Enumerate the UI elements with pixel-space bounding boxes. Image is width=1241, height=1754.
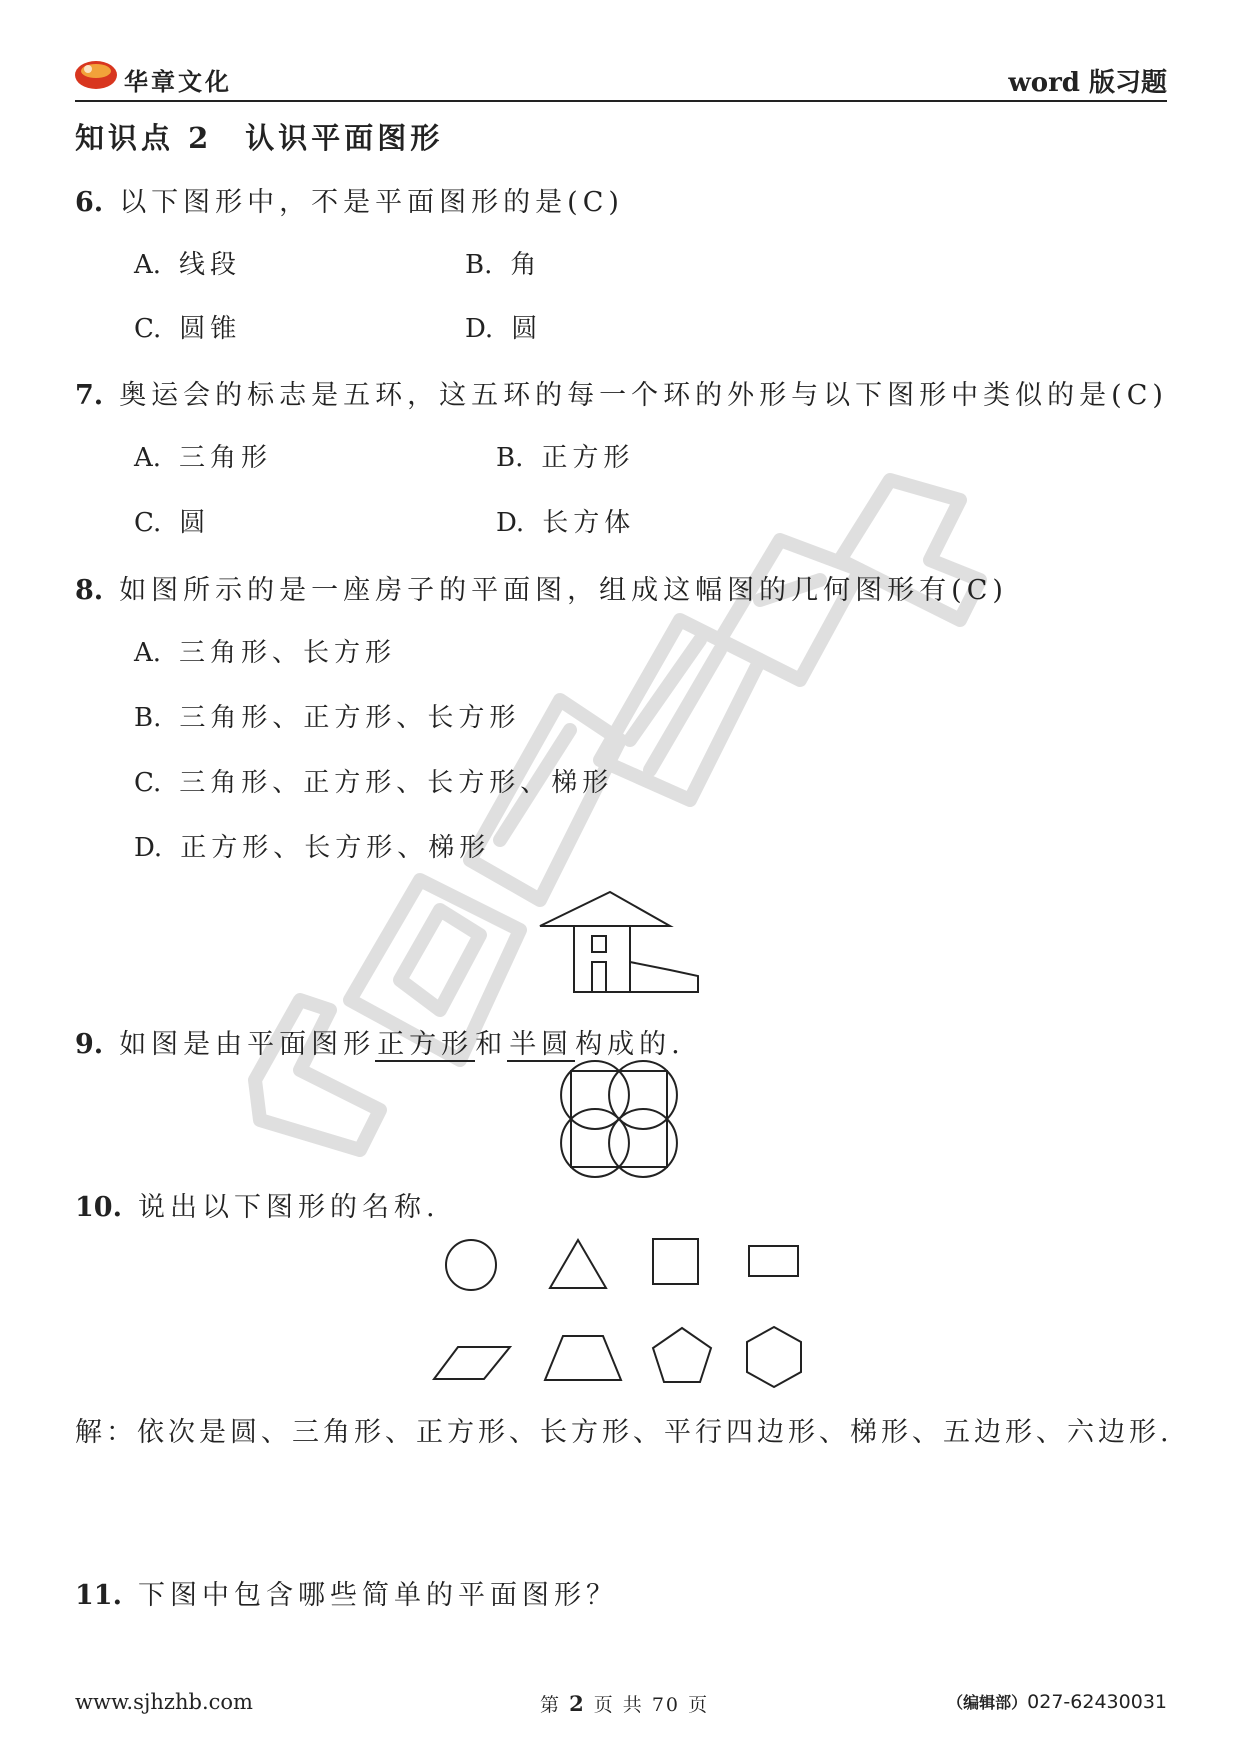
option-c: C. 圆锥 — [134, 314, 242, 344]
option-b: B. 正方形 — [496, 443, 635, 473]
rectangle-shape — [748, 1245, 800, 1279]
question-number: 8. — [75, 575, 104, 606]
logo-emblem-icon — [74, 60, 118, 90]
answer-blank-1: 正方形 — [377, 1029, 474, 1060]
footer-website-link[interactable]: www.sjhzhb.com — [75, 1690, 253, 1714]
question-11 — [75, 1573, 618, 1612]
question-text: 如图所示的是一座房子的平面图，组成这幅图的几何图形有(C) — [119, 575, 1008, 606]
question-text: 说出以下图形的名称. — [137, 1192, 440, 1223]
question-text: 奥运会的标志是五环，这五环的每一个环的外形与以下图形中类似的是(C) — [119, 380, 1168, 411]
option-a: A. 线段 — [134, 250, 242, 280]
question-8 — [75, 568, 1008, 607]
parallelogram-shape — [432, 1345, 512, 1381]
question-number: 6. — [75, 187, 104, 218]
dept-label: （编辑部） — [947, 1693, 1028, 1712]
option-d: D. 正方形、长方形、梯形 — [134, 833, 491, 863]
question-number: 10. — [75, 1192, 122, 1223]
footer-contact — [947, 1690, 1167, 1713]
question-6 — [75, 180, 624, 219]
option-b: B. 三角形、正方形、长方形 — [134, 703, 521, 733]
option-d: D. 长方体 — [496, 508, 636, 538]
circle-shape — [444, 1238, 498, 1292]
question-10 — [75, 1185, 440, 1224]
page-number: 2 — [569, 1691, 586, 1716]
footer-page-indicator: 第 2 页 共 70 页 — [540, 1691, 710, 1716]
doc-type-label: word 版习题 — [1008, 68, 1167, 98]
hexagon-shape — [745, 1325, 803, 1389]
square-shape — [652, 1238, 700, 1286]
pentagon-shape — [651, 1326, 713, 1384]
question-7 — [75, 373, 1168, 412]
question-text: 下图中包含哪些简单的平面图形？ — [137, 1580, 618, 1611]
phone-number: 027-62430031 — [1027, 1691, 1167, 1713]
house-figure — [538, 890, 698, 995]
question-9: 9. 如图是由平面图形正方形和半圆构成的. — [75, 1029, 685, 1060]
option-c: C. 三角形、正方形、长方形、梯形 — [134, 768, 614, 798]
answer-blank-2: 半圆 — [509, 1029, 574, 1060]
header-divider — [75, 100, 1167, 102]
trapezoid-shape — [543, 1334, 623, 1382]
page-total: 70 — [651, 1694, 681, 1716]
option-d: D. 圆 — [465, 314, 543, 344]
brand-name: 华章文化 — [124, 68, 232, 96]
question-number: 9. — [75, 1029, 104, 1060]
question-number: 7. — [75, 380, 104, 411]
triangle-shape — [548, 1238, 608, 1290]
option-b: B. 角 — [465, 250, 542, 280]
answer-10: 解：依次是圆、三角形、正方形、长方形、平行四边形、梯形、五边形、六边形. — [75, 1417, 1173, 1448]
option-a: A. 三角形 — [134, 443, 273, 473]
square-semicircle-figure — [570, 1070, 670, 1170]
question-text: 以下图形中，不是平面图形的是(C) — [119, 187, 624, 218]
section-title: 知识点 2 认识平面图形 — [75, 121, 444, 155]
question-number: 11. — [75, 1580, 122, 1611]
option-c: C. 圆 — [134, 508, 211, 538]
option-a: A. 三角形、长方形 — [134, 638, 397, 668]
